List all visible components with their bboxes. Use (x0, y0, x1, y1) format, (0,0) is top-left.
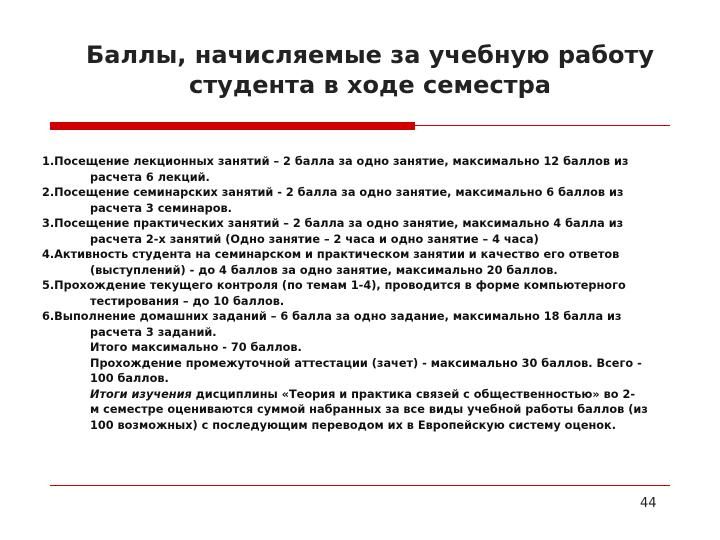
list-item-text: 5.Прохождение текущего контроля (по темам 1-4), проводится в форме компьютерного (42, 279, 626, 292)
list-item-continuation: расчета 2-х занятий (Одно занятие – 2 часа и одно занятие – 4 часа) (90, 232, 539, 246)
list-item-text: 6.Выполнение домашних заданий – 6 балла за одно задание, максимально 18 балла из (42, 310, 622, 323)
attestation-line-1: Прохождение промежуточной аттестации (зачет) - максимально 30 баллов. Всего - (90, 356, 642, 370)
title-line-2: студента в ходе семестра (189, 71, 551, 99)
result-line-1-text: дисциплины «Теория и практика связей с общественностью» во 2- (191, 387, 636, 401)
list-item (42, 216, 682, 247)
page-number: 44 (640, 496, 657, 511)
scoring-list (42, 154, 682, 433)
result-line-1 (42, 387, 682, 403)
list-item (42, 309, 682, 340)
list-item (42, 247, 682, 278)
list-item (42, 154, 682, 185)
list-item-continuation: тестирования – до 10 баллов. (90, 294, 285, 308)
title-line-1: Баллы, начисляемые за учебную работу (85, 41, 655, 69)
list-item-continuation: расчета 6 лекций. (90, 170, 210, 184)
list-item-text: 1.Посещение лекционных занятий – 2 балла за одно занятие, максимально 12 баллов из (42, 155, 629, 168)
list-item-text: 2.Посещение семинарских занятий - 2 балла за одно занятие, максимально 6 баллов из (42, 186, 624, 199)
attestation-line-2: 100 баллов. (90, 372, 169, 385)
result-line-2: м семестре оцениваются суммой набранных за все виды учебной работы баллов (из (90, 403, 648, 416)
list-item-continuation: расчета 3 заданий. (90, 325, 217, 339)
result-line-3: 100 возможных) с последующим переводом их в Европейскую систему оценок. (90, 418, 617, 432)
title-accent-bar (50, 122, 415, 130)
list-item-text: 4.Активность студента на семинарском и практическом занятии и качество его ответов (42, 248, 620, 261)
list-item-text: 3.Посещение практических занятий – 2 балла за одно занятие, максимально 4 балла из (42, 217, 624, 230)
total-line: Итого максимально - 70 баллов. (90, 341, 302, 354)
list-item (42, 278, 682, 309)
list-item-continuation: расчета 3 семинаров. (90, 201, 232, 215)
result-italic-label: Итоги изучения (90, 387, 192, 401)
list-item-continuation: (выступлений) - до 4 баллов за одно занятие, максимально 20 баллов. (90, 263, 558, 277)
footer-divider-line (50, 485, 670, 486)
list-item (42, 185, 682, 216)
slide-title (60, 40, 680, 100)
